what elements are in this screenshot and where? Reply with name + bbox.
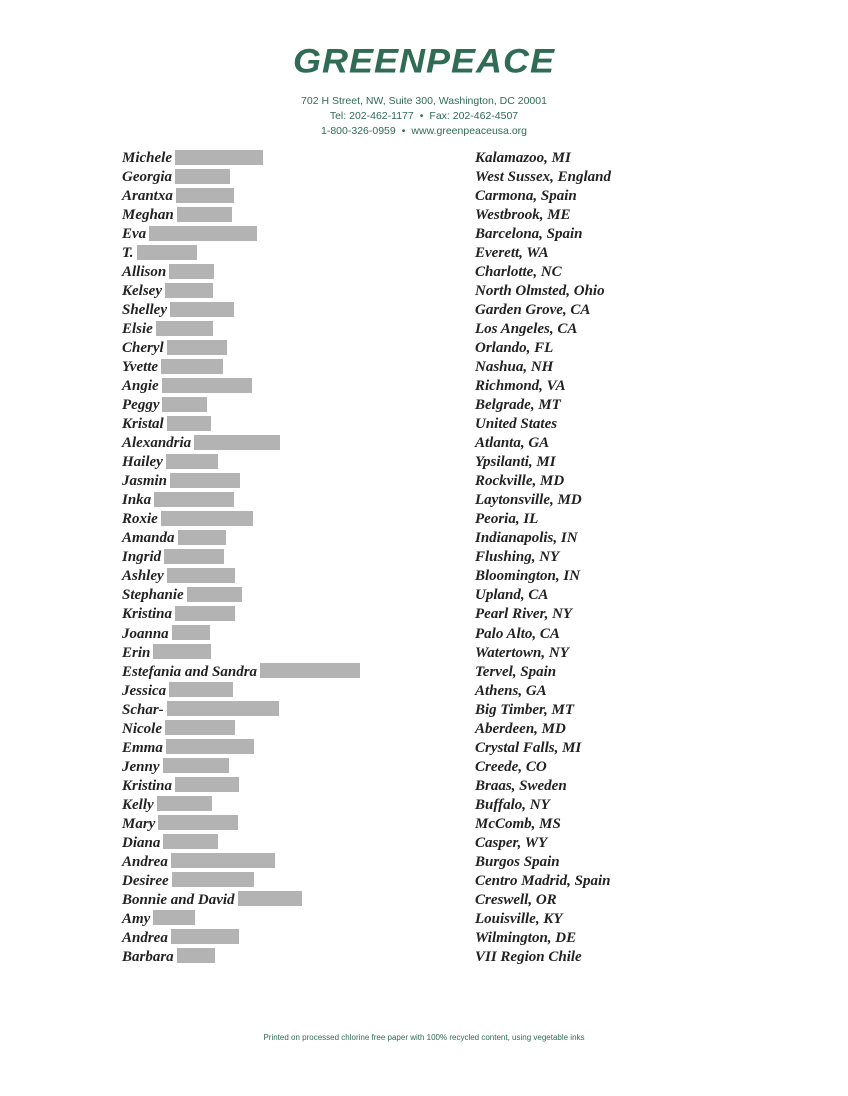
redaction-bar	[158, 815, 238, 830]
entry-name-text: Arantxa	[122, 188, 173, 205]
entry-name-text: Nicole	[122, 720, 162, 737]
entry-location: Braas, Sweden	[475, 777, 567, 794]
entry-name	[122, 758, 229, 777]
redaction-bar	[170, 473, 240, 488]
entry-name	[122, 586, 242, 605]
entry-location: Peoria, IL	[475, 511, 539, 528]
list-item	[0, 720, 848, 739]
entry-location: Flushing, NY	[475, 549, 560, 566]
entry-location: Laytonsville, MD	[475, 492, 582, 509]
entry-name-text: Yvette	[122, 359, 159, 376]
redaction-bar	[175, 150, 263, 165]
list-item	[0, 663, 848, 682]
entry-location: Indianapolis, IN	[475, 530, 578, 547]
redaction-bar	[156, 321, 213, 336]
entry-location: Orlando, FL	[475, 340, 554, 357]
redaction-bar	[175, 169, 230, 184]
entry-location: Rockville, MD	[475, 473, 565, 490]
redaction-bar	[170, 302, 234, 317]
redaction-bar	[171, 929, 239, 944]
entry-location: Atlanta, GA	[475, 435, 550, 452]
entry-name	[122, 491, 234, 510]
entry-name-text: Shelley	[122, 302, 167, 319]
entry-location: Wilmington, DE	[475, 929, 577, 946]
redaction-bar	[154, 492, 234, 507]
entry-location: Watertown, NY	[475, 644, 569, 661]
entry-name-text: Desiree	[122, 872, 169, 889]
entry-name	[122, 853, 275, 872]
bullet-separator: •	[419, 110, 424, 122]
list-item	[0, 910, 848, 929]
entry-location: Upland, CA	[475, 587, 549, 604]
entry-location: Aberdeen, MD	[475, 720, 566, 737]
entry-name	[122, 948, 215, 967]
list-item	[0, 301, 848, 320]
list-item	[0, 929, 848, 948]
entry-name	[122, 929, 239, 948]
entry-name-text: Jasmin	[122, 473, 168, 490]
list-item	[0, 586, 848, 605]
redaction-bar	[149, 226, 257, 241]
entry-name-text: Ashley	[122, 568, 164, 585]
entry-name	[122, 206, 232, 225]
phone-line	[0, 109, 848, 124]
redaction-bar	[165, 720, 235, 735]
redaction-bar	[165, 283, 213, 298]
entry-location: VII Region Chile	[475, 948, 582, 965]
list-item	[0, 149, 848, 168]
entry-name-text: Amy	[122, 910, 151, 927]
entry-name-text: Andrea	[122, 853, 168, 870]
entry-location: Barcelona, Spain	[475, 226, 583, 243]
redaction-bar	[175, 606, 235, 621]
redaction-bar	[176, 188, 234, 203]
entry-name	[122, 263, 214, 282]
entry-name	[122, 529, 226, 548]
list-item	[0, 644, 848, 663]
list-item	[0, 853, 848, 872]
entry-name	[122, 396, 207, 415]
entry-location: Big Timber, MT	[475, 701, 575, 718]
redaction-bar	[153, 644, 211, 659]
entry-location: Tervel, Spain	[475, 663, 557, 680]
list-item	[0, 739, 848, 758]
redaction-bar	[161, 359, 223, 374]
address-line: 702 H Street, NW, Suite 300, Washington, DC 20001	[301, 95, 547, 107]
entry-name-text: Bonnie and David	[122, 891, 235, 908]
entry-location: Charlotte, NC	[475, 264, 562, 281]
list-item	[0, 282, 848, 301]
entry-location: United States	[475, 416, 558, 433]
entry-name	[122, 282, 213, 301]
list-item	[0, 548, 848, 567]
entry-name	[122, 815, 238, 834]
entry-location: Pearl River, NY	[475, 606, 573, 623]
entry-name-text: Stephanie	[122, 587, 184, 604]
entry-name	[122, 625, 210, 644]
entry-name	[122, 168, 230, 187]
entry-name-text: Eva	[122, 226, 147, 243]
redaction-bar	[137, 245, 197, 260]
entry-location: Everett, WA	[475, 245, 549, 262]
entry-name	[122, 682, 233, 701]
entry-name-text: Elsie	[122, 321, 153, 338]
list-item	[0, 834, 848, 853]
entry-name-text: Emma	[122, 739, 163, 756]
entry-name-text: Diana	[122, 834, 161, 851]
logo-wordmark: GREENPEACE	[292, 41, 556, 80]
entry-name	[122, 777, 239, 796]
entry-location: Louisville, KY	[475, 910, 563, 927]
entry-name-text: Schar-	[122, 701, 164, 718]
entry-name	[122, 510, 253, 529]
redaction-bar	[177, 948, 215, 963]
fax-number: Fax: 202-462-4507	[429, 110, 519, 122]
footer-note: Printed on processed chlorine free paper with 100% recycled content, using vegetable inks	[263, 1033, 585, 1042]
entry-location: Casper, WY	[475, 834, 548, 851]
entry-name-text: Erin	[122, 644, 151, 661]
entry-name-text: Kristal	[122, 416, 164, 433]
entry-name	[122, 548, 224, 567]
entry-location: Palo Alto, CA	[475, 625, 560, 642]
entry-name-text: Meghan	[122, 207, 174, 224]
entry-name	[122, 244, 197, 263]
redaction-bar	[260, 663, 360, 678]
list-item	[0, 339, 848, 358]
list-item	[0, 510, 848, 529]
entry-name	[122, 149, 263, 168]
entry-name-text: Jenny	[122, 758, 160, 775]
entry-name	[122, 472, 240, 491]
entry-name-text: Angie	[122, 378, 159, 395]
list-item	[0, 796, 848, 815]
entry-location: Garden Grove, CA	[475, 302, 591, 319]
entry-name-text: Kristina	[122, 777, 173, 794]
list-item	[0, 605, 848, 624]
letterhead-contact	[0, 94, 848, 139]
entry-name	[122, 567, 235, 586]
entry-name	[122, 434, 280, 453]
entry-name	[122, 415, 211, 434]
redaction-bar	[157, 796, 212, 811]
entry-location: Ypsilanti, MI	[475, 454, 556, 471]
entry-location: Creswell, OR	[475, 891, 557, 908]
list-item	[0, 396, 848, 415]
entry-name	[122, 453, 218, 472]
redaction-bar	[164, 549, 224, 564]
entry-location: Buffalo, NY	[475, 796, 550, 813]
list-item	[0, 415, 848, 434]
entry-name	[122, 834, 218, 853]
entry-location: Los Angeles, CA	[475, 321, 578, 338]
redaction-bar	[177, 207, 232, 222]
entry-name-text: Alexandria	[122, 435, 192, 452]
redaction-bar	[163, 758, 229, 773]
redaction-bar	[166, 454, 218, 469]
list-item	[0, 453, 848, 472]
tel-number: Tel: 202-462-1177	[329, 110, 414, 122]
entry-location: Crystal Falls, MI	[475, 739, 582, 756]
redaction-bar	[171, 853, 275, 868]
redaction-bar	[187, 587, 242, 602]
list-item	[0, 244, 848, 263]
list-item	[0, 701, 848, 720]
list-item	[0, 320, 848, 339]
entry-location: McComb, MS	[475, 815, 561, 832]
list-item	[0, 472, 848, 491]
list-item	[0, 225, 848, 244]
entry-name	[122, 644, 211, 663]
list-item	[0, 377, 848, 396]
entry-name	[122, 701, 279, 720]
entry-location: Carmona, Spain	[475, 188, 577, 205]
entry-location: Richmond, VA	[475, 378, 566, 395]
entry-name-text: Allison	[122, 264, 167, 281]
redaction-bar	[153, 910, 195, 925]
list-item	[0, 529, 848, 548]
redaction-bar	[162, 397, 207, 412]
entry-location: Centro Madrid, Spain	[475, 872, 611, 889]
entry-name	[122, 739, 254, 758]
entry-name-text: Georgia	[122, 169, 172, 186]
entry-location: Bloomington, IN	[475, 568, 581, 585]
entry-name-text: Mary	[122, 815, 156, 832]
entry-name	[122, 225, 257, 244]
greenpeace-logo	[0, 40, 848, 82]
list-item	[0, 168, 848, 187]
redaction-bar	[167, 568, 235, 583]
list-item	[0, 948, 848, 967]
entry-name-text: Kelsey	[122, 283, 162, 300]
entry-name-text: T.	[122, 245, 134, 262]
redaction-bar	[169, 682, 233, 697]
redaction-bar	[167, 701, 279, 716]
list-item	[0, 872, 848, 891]
entry-name-text: Inka	[122, 492, 152, 509]
entry-name-text: Peggy	[122, 397, 160, 414]
entry-name	[122, 358, 223, 377]
entry-name	[122, 891, 302, 910]
redaction-bar	[172, 625, 210, 640]
entry-name-text: Hailey	[122, 454, 163, 471]
list-item	[0, 682, 848, 701]
entry-location: North Olmsted, Ohio	[475, 283, 605, 300]
entry-name	[122, 301, 234, 320]
redaction-bar	[166, 739, 254, 754]
entry-name-text: Cheryl	[122, 340, 164, 357]
entry-location: West Sussex, England	[475, 169, 612, 186]
entry-name-text: Joanna	[122, 625, 169, 642]
entry-name	[122, 796, 212, 815]
redaction-bar	[169, 264, 214, 279]
list-item	[0, 434, 848, 453]
entry-location: Creede, CO	[475, 758, 547, 775]
entry-location: Kalamazoo, MI	[475, 150, 571, 166]
entry-name-text: Barbara	[122, 948, 174, 965]
entry-location: Westbrook, ME	[475, 207, 571, 224]
entry-name	[122, 910, 195, 929]
redaction-bar	[161, 511, 253, 526]
entry-name	[122, 872, 254, 891]
website-url: www.greenpeaceusa.org	[411, 125, 527, 137]
redaction-bar	[178, 530, 226, 545]
entry-name-text: Amanda	[122, 530, 175, 547]
entry-location: Belgrade, MT	[475, 397, 561, 414]
list-item	[0, 891, 848, 910]
entry-name-text: Ingrid	[122, 549, 162, 566]
list-item	[0, 625, 848, 644]
entry-name	[122, 339, 227, 358]
list-item	[0, 263, 848, 282]
entry-name	[122, 320, 213, 339]
list-item	[0, 777, 848, 796]
redaction-bar	[175, 777, 239, 792]
entry-name	[122, 663, 360, 682]
redaction-bar	[167, 340, 227, 355]
redaction-bar	[167, 416, 211, 431]
list-item	[0, 358, 848, 377]
redaction-bar	[162, 378, 252, 393]
tollfree-number: 1-800-326-0959	[321, 125, 396, 137]
redaction-bar	[194, 435, 280, 450]
entry-location: Burgos Spain	[475, 853, 560, 870]
entry-name-text: Jessica	[122, 682, 167, 699]
list-item	[0, 815, 848, 834]
entry-name	[122, 187, 234, 206]
entry-name	[122, 377, 252, 396]
entry-name-text: Kristina	[122, 606, 173, 623]
list-item	[0, 567, 848, 586]
list-item	[0, 491, 848, 510]
entry-name	[122, 720, 235, 739]
list-item	[0, 187, 848, 206]
entry-name-text: Michele	[122, 150, 172, 166]
entry-name	[122, 605, 235, 624]
redaction-bar	[238, 891, 302, 906]
list-item	[0, 206, 848, 225]
redaction-bar	[163, 834, 218, 849]
entry-name-text: Roxie	[122, 511, 158, 528]
redaction-bar	[172, 872, 254, 887]
entry-location: Athens, GA	[475, 682, 547, 699]
entry-name-text: Kelly	[122, 796, 154, 813]
entry-location: Nashua, NH	[475, 359, 554, 376]
entry-name-text: Estefania and Sandra	[122, 663, 258, 680]
entry-name-text: Andrea	[122, 929, 168, 946]
bullet-separator: •	[401, 125, 406, 137]
list-item	[0, 758, 848, 777]
web-line	[0, 124, 848, 139]
